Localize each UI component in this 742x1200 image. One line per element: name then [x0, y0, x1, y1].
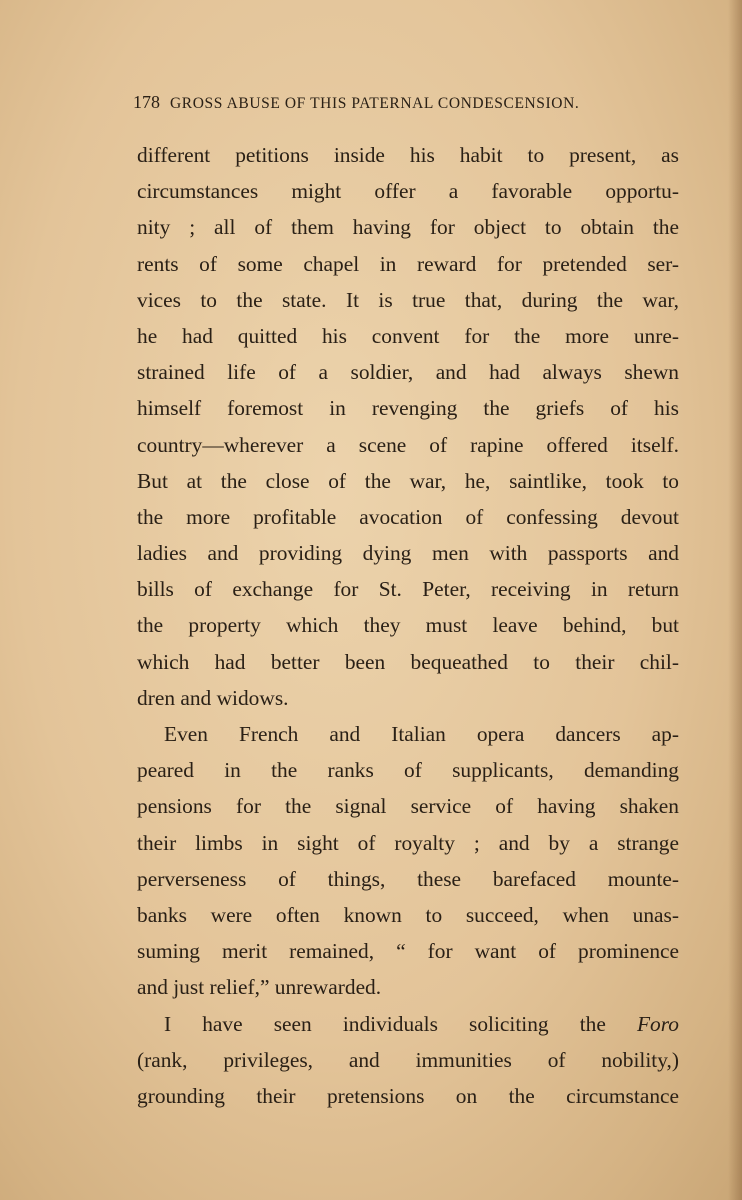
text-line: the property which they must leave behind, but — [137, 613, 679, 638]
text-line: strained life of a soldier, and had always shewn — [137, 360, 679, 385]
text-line: which had better been bequeathed to their chil- — [137, 649, 679, 674]
text-line: peared in the ranks of supplicants, demanding — [137, 758, 679, 783]
text-line: and just relief,” unrewarded. — [137, 975, 382, 1000]
body-text — [137, 137, 679, 1114]
text-run: I have seen individuals soliciting the — [164, 1011, 606, 1036]
text-line: different petitions inside his habit to present, as — [137, 143, 679, 167]
text-line: country—wherever a scene of rapine offered itself. — [137, 432, 679, 457]
text-line: he had quitted his convent for the more unre- — [137, 323, 679, 348]
text-line: banks were often known to succeed, when unas- — [137, 902, 679, 927]
text-line: their limbs in sight of royalty ; and by a strange — [137, 830, 679, 855]
text-line: grounding their pretensions on the circumstance — [137, 1083, 679, 1108]
italic-term: Foro — [636, 1011, 679, 1036]
text-line: (rank, privileges, and immunities of nobility,) — [137, 1047, 679, 1072]
text-line: rents of some chapel in reward for pretended ser- — [137, 251, 679, 276]
running-title: GROSS ABUSE OF THIS PATERNAL CONDESCENSION. — [170, 95, 580, 112]
text-line: circumstances might offer a favorable opportu- — [137, 179, 679, 204]
page-number: 178 — [133, 92, 160, 112]
text-line: vices to the state. It is true that, during the war, — [137, 287, 679, 312]
text-line — [137, 1006, 679, 1042]
text-line: ladies and providing dying men with passports and — [137, 541, 679, 566]
text-line: Even French and Italian opera dancers ap- — [164, 722, 679, 746]
page-edge-shadow — [728, 0, 742, 1200]
text-line: perverseness of things, these barefaced mounte- — [137, 866, 679, 891]
running-header — [133, 92, 673, 113]
text-line: himself foremost in revenging the griefs of his — [137, 396, 679, 421]
text-line: dren and widows. — [137, 685, 289, 710]
text-line: nity ; all of them having for object to obtain the — [137, 215, 679, 240]
text-line: pensions for the signal service of having shaken — [137, 794, 679, 819]
text-line: the more profitable avocation of confessing devout — [137, 504, 679, 529]
text-line: suming merit remained, “ for want of prominence — [137, 939, 679, 964]
text-line: bills of exchange for St. Peter, receiving in return — [137, 577, 679, 602]
text-line: But at the close of the war, he, saintlike, took to — [137, 468, 679, 493]
